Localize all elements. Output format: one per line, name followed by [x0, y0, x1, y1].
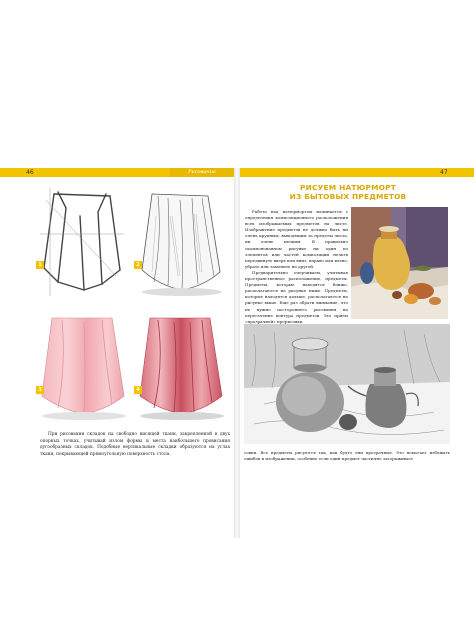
- step-1-badge: 1: [36, 261, 44, 269]
- section-title-line-2: ИЗ БЫТОВЫХ ПРЕДМЕТОВ: [289, 192, 407, 201]
- running-head: Рисование натюрморта: [170, 168, 234, 177]
- left-page-number: 46: [26, 169, 34, 176]
- drapery-step-4-figure: [134, 310, 224, 422]
- body-paragraph-2: Предварительно очерчиваем, учитывая пространственное расположение, предметы. Предметы, которые находятся ближе, располагаются на рисунке ниже. Предметы, которые находятся дальше, располагаются на рисунке выше. Еще раз обрати внимание, что не нужно постороннего рисования на пересечение контура предметов. Это прием «прозрачной» прорисовки: [245, 269, 348, 324]
- body-continuation: совки. Все предметы рисуются так, как будто они прозрачные. Это помогает избежать ошибок в изображении, особенно если один предмет частично загораживает: [244, 450, 450, 462]
- drapery-step-3-figure: [36, 310, 126, 422]
- step-2-badge: 2: [134, 261, 142, 269]
- still-life-painting: [351, 207, 448, 319]
- drapery-caption: При рисовании складок на свободно висящей ткани, закрепленной в двух опорных точках, учитывай излом формы и места наибольшего провисания дугообразных складок. Подобные вертикальные складки образуются на углах ткани, покрывающей прямоугольную поверхность стола.: [40, 432, 230, 457]
- right-page-number: 47: [440, 169, 448, 176]
- still-life-drawing: [244, 324, 450, 444]
- body-text-column: [245, 209, 348, 325]
- section-title-line-1: РИСУЕМ НАТЮРМОРТ: [299, 183, 397, 192]
- right-header-band: [240, 168, 474, 177]
- step-4-badge: 4: [134, 386, 142, 394]
- drapery-step-2-figure: [134, 186, 224, 298]
- section-title: [268, 183, 428, 201]
- body-paragraph-1: Работа над натюрмортом начинается с определения композиционного расположения всех изображаемых предметов на листе. Изображение предметов не должно быть ни очень крупным, выходящим за пределы листа, ни очень мелким. В правильно скомпонованном рисунке ни один из элементов или частей композиции нельзя передвинуть вверх или вниз, вправо или влево, убрать или заменить на другой.: [245, 209, 348, 269]
- drapery-step-1-figure: [36, 186, 126, 298]
- book-gutter: [234, 168, 240, 538]
- step-3-badge: 3: [36, 386, 44, 394]
